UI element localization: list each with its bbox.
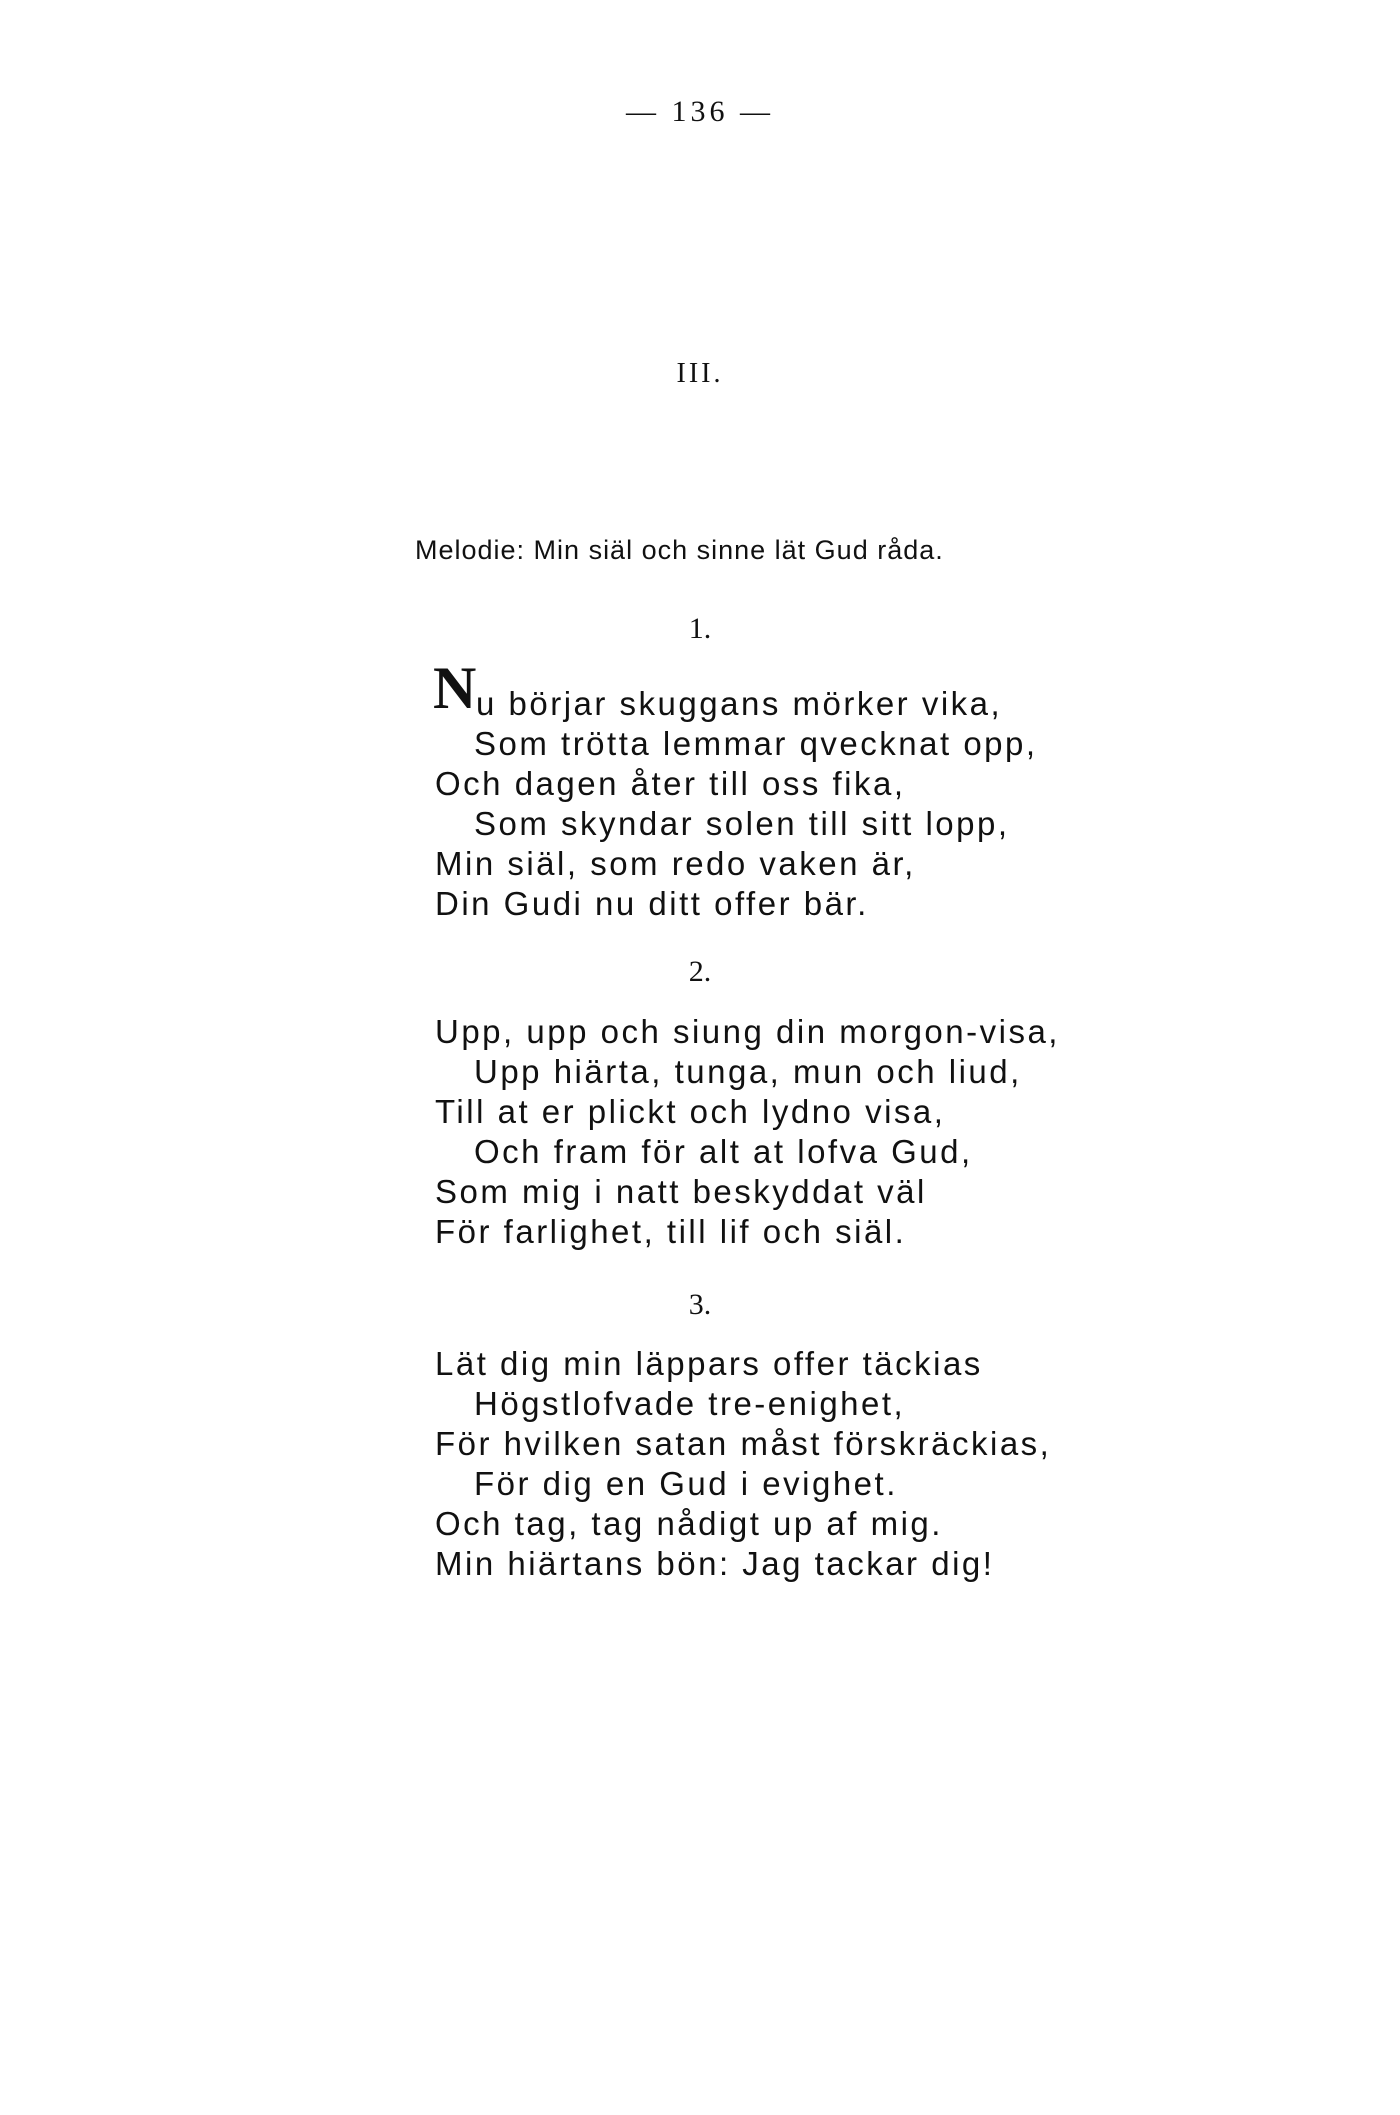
stanza-line: Och fram för alt at lofva Gud,: [474, 1133, 973, 1170]
page-number: — 136 —: [626, 95, 774, 128]
stanza-line: Upp, upp och siung din morgon-visa,: [435, 1013, 1060, 1050]
stanza-line: Som skyndar solen till sitt lopp,: [474, 805, 1010, 842]
stanza-line: Och tag, tag nådigt up af mig.: [435, 1505, 943, 1542]
stanza-line: Högstlofvade tre-enighet,: [474, 1385, 906, 1422]
stanza-line: Min siäl, som redo vaken är,: [435, 845, 916, 882]
stanza-number: 2.: [688, 955, 712, 988]
stanza-line: Till at er plickt och lydno visa,: [435, 1093, 946, 1130]
stanza-line: Som trötta lemmar qvecknat opp,: [474, 725, 1038, 762]
stanza-line: Din Gudi nu ditt offer bär.: [435, 885, 869, 922]
stanza-line: Min hiärtans bön: Jag tackar dig!: [435, 1545, 995, 1582]
melody-line: Melodie: Min siäl och sinne lät Gud råda.: [415, 535, 944, 565]
stanza-line: Och dagen åter till oss fika,: [435, 765, 906, 802]
stanza-line: Lät dig min läppars offer täckias: [435, 1345, 983, 1382]
hymn-number: III.: [676, 358, 724, 389]
stanza-line: u börjar skuggans mörker vika,: [476, 685, 1003, 722]
dropcap: N: [433, 655, 477, 721]
stanza-line: För farlighet, till lif och siäl.: [435, 1213, 907, 1250]
stanza-line: För dig en Gud i evighet.: [474, 1465, 898, 1502]
stanza-line: Upp hiärta, tunga, mun och liud,: [474, 1053, 1022, 1090]
stanza-number: 3.: [688, 1288, 712, 1321]
stanza-line: Som mig i natt beskyddat väl: [435, 1173, 927, 1210]
stanza-line: För hvilken satan måst förskräckias,: [435, 1425, 1052, 1462]
stanza-number: 1.: [688, 612, 712, 645]
